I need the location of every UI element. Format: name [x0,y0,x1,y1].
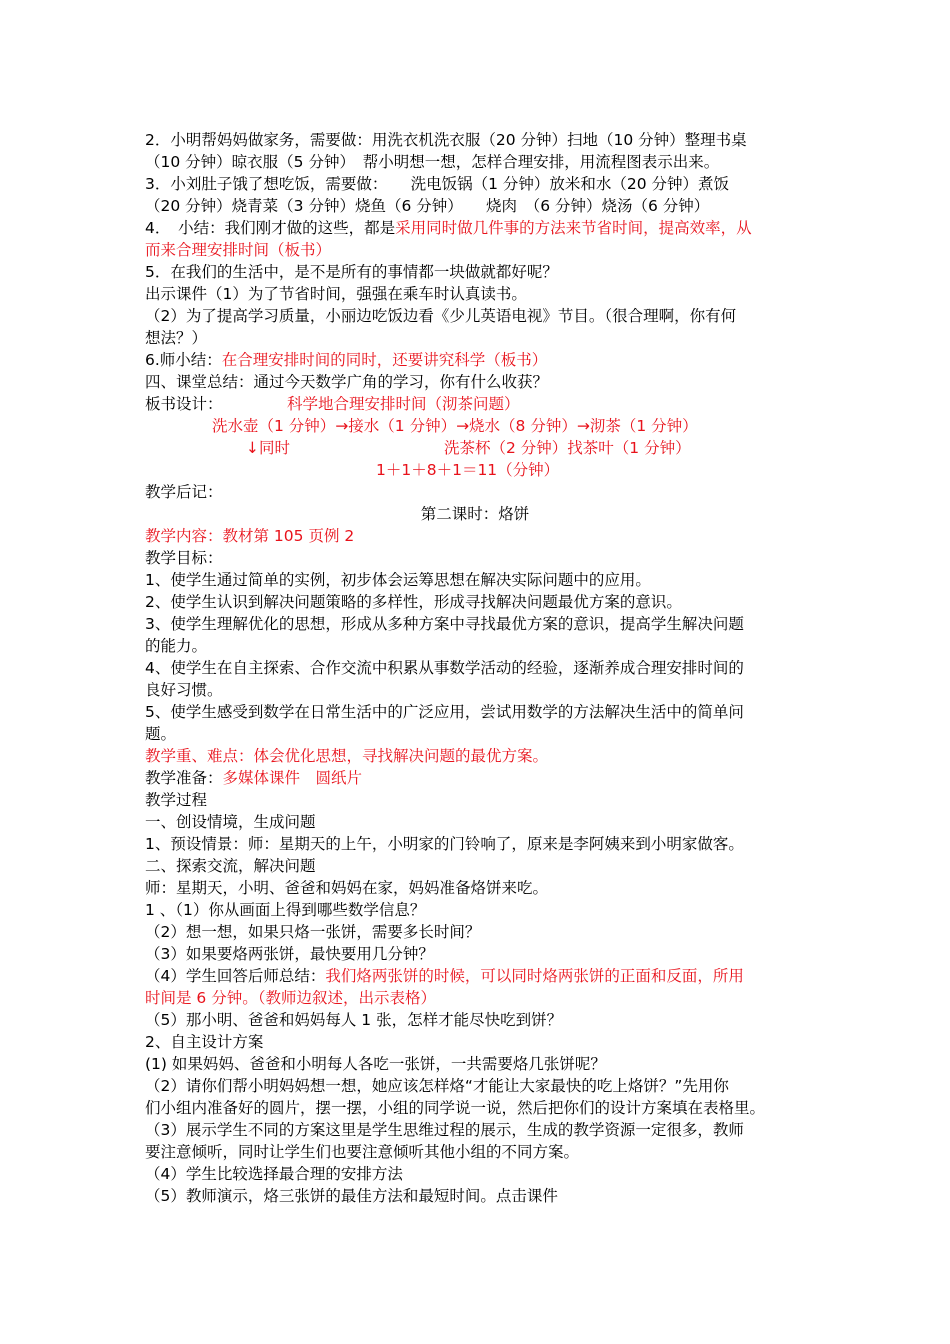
text-line [145,1185,558,1207]
line-text: 师：星期天，小明、爸爸和妈妈在家，妈妈准备烙饼来吃。 [145,879,549,897]
text-line [145,701,744,723]
line-text: 出示课件（1）为了节省时间，强强在乘车时认真读书。 [145,285,527,303]
line-text: 四、课堂总结：通过今天数学广角的学习，你有什么收获？ [145,373,549,391]
line-text: 题。 [145,725,177,743]
text-line [145,657,744,679]
line-text: 一、创设情境，生成问题 [145,813,316,831]
text-line [145,921,480,943]
line-text: 良好习惯。 [145,681,223,699]
line-text: （2）为了提高学习质量，小丽边吃饭边看《少儿英语电视》节目。（很合理啊，你有何 [145,307,737,325]
text-line [145,1075,729,1097]
line-text: 二、探索交流，解决问题 [145,857,316,875]
line-text: 教学准备： [145,769,223,787]
line-text: 的能力。 [145,637,208,655]
text-line [145,1119,744,1141]
lesson-title: 第二课时：烙饼 [420,505,530,523]
text-line [145,855,316,877]
highlighted-text: 而来合理安排时间（板书） [145,241,332,259]
text-line [145,1031,263,1053]
text-line [145,965,744,987]
line-text: 3．小刘肚子饿了想吃饭，需要做： 洗电饭锅（1 分钟）放米和水（20 分钟）煮饭 [145,175,730,193]
text-line [145,283,527,305]
text-line [145,305,736,327]
line-text: 2．小明帮妈妈做家务，需要做：用洗衣机洗衣服（20 分钟）扫地（10 分钟）整理书桌 [145,131,747,149]
text-line [145,327,207,349]
text-line [145,723,176,745]
line-text: 1、使学生通过简单的实例，初步体会运筹思想在解决实际问题中的应用。 [145,571,651,589]
text-line [145,525,354,547]
line-text: 1 、（1）你从画面上得到哪些数学信息？ [145,901,426,919]
text-line [145,613,744,635]
text-line [145,393,223,415]
highlighted-text: 多媒体课件 圆纸片 [222,769,363,787]
line-text: （4）学生回答后师总结： [145,967,326,985]
highlighted-text: 教学内容：教材第 105 页例 2 [145,527,355,545]
highlighted-text: 时间是 6 分钟。（教师边叙述，出示表格） [145,989,436,1007]
board-flow-row: 洗水壶（1 分钟）→接水（1 分钟）→烧水（8 分钟）→沏茶（1 分钟） [212,417,698,435]
line-text: （2）想一想，如果只烙一张饼，需要多长时间？ [145,923,481,941]
text-line [145,833,744,855]
line-text: （5）教师演示，烙三张饼的最佳方法和最短时间。点击课件 [145,1187,558,1205]
text-line [145,129,747,151]
line-text: 板书设计： [145,395,223,413]
text-line [145,943,434,965]
text-line [145,261,558,283]
text-line [145,1163,403,1185]
teaching-afterword: 教学后记： [145,483,223,501]
line-text: (1) 如果妈妈、爸爸和小明每人各吃一张饼，一共需要烙几张饼呢？ [145,1055,606,1073]
text-line [145,195,709,217]
line-text: 6.师小结： [145,351,222,369]
text-line [145,591,682,613]
line-text: （4）学生比较选择最合理的安排方法 [145,1165,403,1183]
board-parallel-tasks: 洗茶杯（2 分钟）找茶叶（1 分钟） [444,439,691,457]
text-line [145,811,316,833]
line-text: 1、预设情景：师：星期天的上午，小明家的门铃响了，原来是李阿姨来到小明家做客。 [145,835,744,853]
highlighted-text: 采用同时做几件事的方法来节省时间，提高效率，从 [395,219,752,237]
highlighted-text: 我们烙两张饼的时候，可以同时烙两张饼的正面和反面，所用 [325,967,744,985]
highlighted-text: 在合理安排时间的同时，还要讲究科学（板书） [221,351,548,369]
line-text: （3）如果要烙两张饼，最快要用几分钟？ [145,945,434,963]
line-text: 教学目标： [145,549,223,567]
line-text: 们小组内准备好的圆片，摆一摆，小组的同学说一说，然后把你们的设计方案填在表格里。 [145,1099,766,1117]
text-line [145,899,425,921]
text-line [145,239,331,261]
text-line [145,635,207,657]
board-formula: 1＋1＋8＋1＝11（分钟） [376,461,560,479]
line-text: 3、使学生理解优化的思想，形成从多种方案中寻找最优方案的意识，提高学生解决问题 [145,615,744,633]
text-line [145,371,548,393]
text-line [145,349,547,371]
text-line [145,679,223,701]
text-line [145,1097,765,1119]
line-text: 4． 小结：我们刚才做的这些，都是 [145,219,396,237]
line-text: （3）展示学生不同的方案这里是学生思维过程的展示，生成的教学资源一定很多，教师 [145,1121,744,1139]
board-simultaneous-arrow: ↓同时 [246,439,290,457]
text-line [145,745,548,767]
line-text: 想法？） [145,329,208,347]
line-text: 要注意倾听，同时让学生们也要注意倾听其他小组的不同方案。 [145,1143,580,1161]
text-line [145,1141,579,1163]
text-line [145,173,729,195]
line-text: （5）那小明、爸爸和妈妈每人 1 张，怎样才能尽快吃到饼？ [145,1011,563,1029]
text-line [145,547,223,569]
text-line [145,987,436,1009]
text-line [145,151,719,173]
text-line [145,1009,562,1031]
board-title: 科学地合理安排时间（沏茶问题） [287,395,520,413]
highlighted-text: 教学重、难点：体会优化思想，寻找解决问题的最优方案。 [145,747,549,765]
text-line [145,877,548,899]
line-text: 教学过程 [145,791,208,809]
text-line [145,569,651,591]
line-text: （20 分钟）烧青菜（3 分钟）烧鱼（6 分钟） 烧肉 （6 分钟）烧汤（6 分钟） [145,197,710,215]
text-line [145,767,362,789]
text-line [145,217,752,239]
line-text: 2、使学生认识到解决问题策略的多样性，形成寻找解决问题最优方案的意识。 [145,593,682,611]
text-line [145,789,207,811]
text-line [145,1053,606,1075]
line-text: 5、使学生感受到数学在日常生活中的广泛应用，尝试用数学的方法解决生活中的简单问 [145,703,744,721]
line-text: （10 分钟）晾衣服（5 分钟） 帮小明想一想，怎样合理安排，用流程图表示出来。 [145,153,720,171]
line-text: 4、使学生在自主探索、合作交流中积累从事数学活动的经验，逐渐养成合理安排时间的 [145,659,744,677]
line-text: 2、自主设计方案 [145,1033,264,1051]
line-text: （2）请你们帮小明妈妈想一想，她应该怎样烙“才能让大家最快的吃上烙饼？”先用你 [145,1077,729,1095]
line-text: 5．在我们的生活中，是不是所有的事情都一块做就都好呢？ [145,263,558,281]
